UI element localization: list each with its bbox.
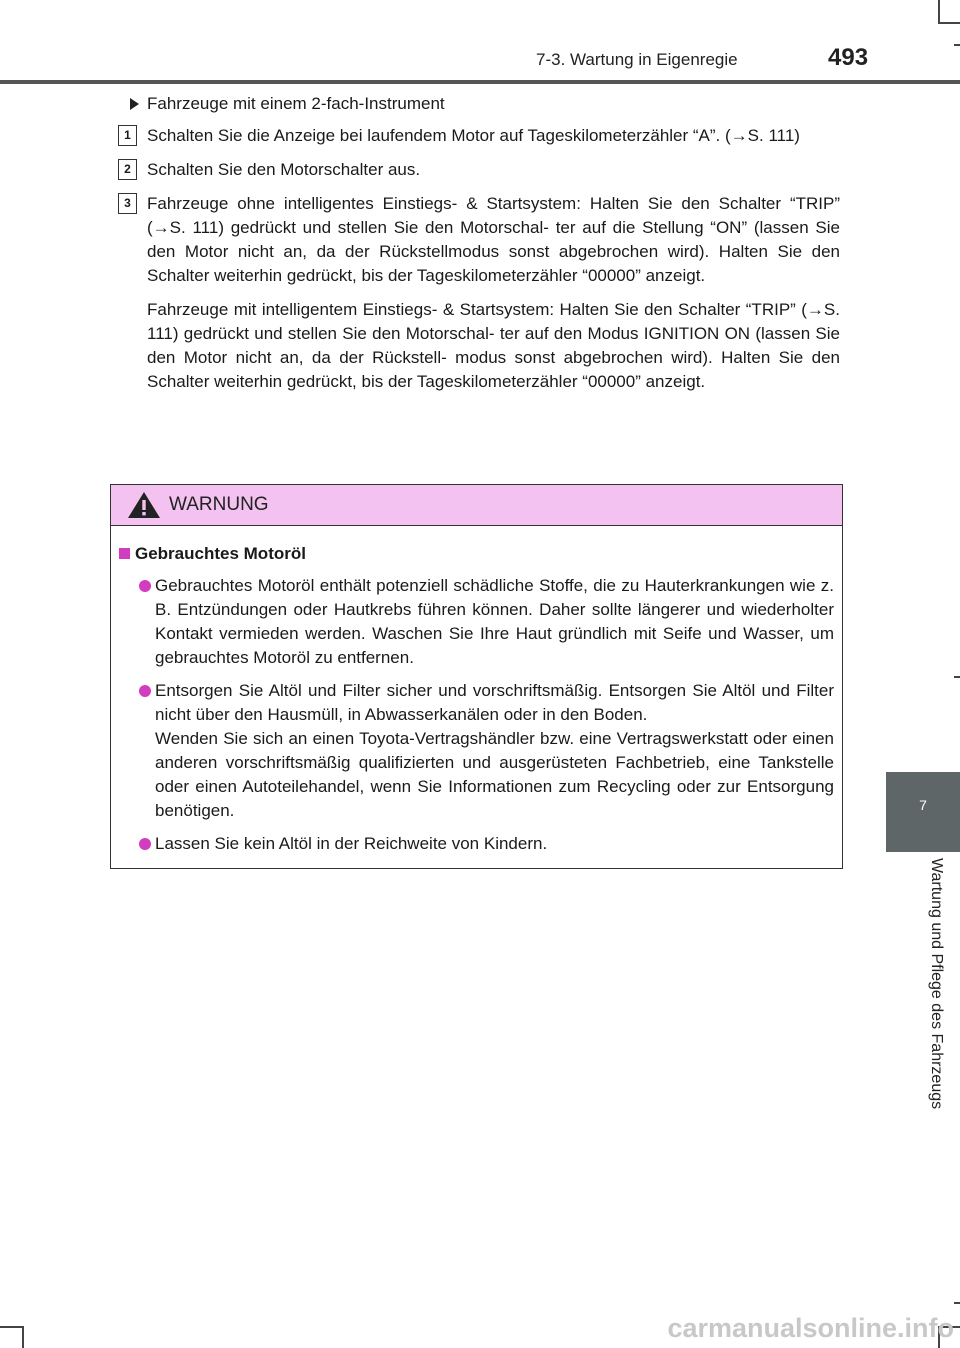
triangle-bullet-icon <box>130 98 139 110</box>
crop-mark <box>22 1326 24 1348</box>
step-number: 3 <box>118 193 137 214</box>
warning-item-text: Wenden Sie sich an einen Toyota-Vertragshändler bzw. eine Vertragswerkstatt oder einen anderen vorschriftsmäßig qualifizierten und ausgerüsteten Fachbetrieb, eine Tankstelle oder einen Autoteilehandel, wenn Sie Informationen zum Recycling oder zur Entsorgung benötigen. <box>155 729 834 820</box>
warning-item <box>119 574 834 670</box>
warning-section-title <box>119 542 834 566</box>
square-bullet-icon <box>119 548 130 559</box>
warning-box <box>110 484 843 869</box>
crop-mark <box>954 44 960 46</box>
warning-triangle-icon <box>127 491 161 519</box>
step-text: Schalten Sie die Anzeige bei laufendem Motor auf Tageskilometerzähler “A”. (→S. 111) <box>147 126 800 145</box>
warning-item <box>119 679 834 823</box>
warning-body <box>111 526 842 856</box>
subheading-text: Fahrzeuge mit einem 2-fach-Instrument <box>147 94 445 113</box>
dot-bullet-icon <box>139 838 151 850</box>
step-text: Fahrzeuge mit intelligentem Einstiegs- & Startsystem: Halten Sie den Schalter “TRIP” (→S. 111) gedrückt und stellen Sie den Motorschal- ter auf den Modus IGNITION ON (lassen Sie den Motor nicht an, da der Rückstell- modus sonst abgebrochen wird). Halten Sie den Schalter weiterhin gedrückt, bis der Tageskilometerzähler “00000” anzeigt. <box>147 300 840 391</box>
crop-mark <box>954 1302 960 1304</box>
step-text: Schalten Sie den Motorschalter aus. <box>147 160 421 179</box>
chapter-title: Wartung und Pflege des Fahrzeugs <box>928 858 945 1110</box>
warning-item-text: Lassen Sie kein Altöl in der Reichweite von Kindern. <box>155 834 548 853</box>
warning-item <box>119 832 834 856</box>
section-title: 7-3. Wartung in Eigenregie <box>536 50 738 69</box>
page-number: 493 <box>828 44 869 71</box>
chapter-tab: 7 <box>886 772 960 852</box>
header-rule <box>0 80 960 84</box>
step-item <box>110 158 840 182</box>
crop-mark <box>954 676 960 678</box>
warning-header <box>111 485 842 526</box>
crop-mark <box>0 1326 22 1328</box>
step-text: Fahrzeuge ohne intelligentes Einstiegs- & Startsystem: Halten Sie den Schalter “TRIP” (→S. 111) gedrückt und stellen Sie den Motorschal- ter auf die Stellung “ON” (lassen Sie den Motor nicht an, da der Rückstellmodus sonst abgebrochen wird). Halten Sie den Schalter weiterhin gedrückt, bis der Tageskilometerzähler “00000” anzeigt. <box>147 194 840 285</box>
step-number: 2 <box>118 159 137 180</box>
subheading <box>110 92 840 116</box>
watermark-site: carmanualsonline.info <box>667 1313 954 1343</box>
dot-bullet-icon <box>139 685 151 697</box>
warning-item-text: Entsorgen Sie Altöl und Filter sicher und vorschriftsmäßig. Entsorgen Sie Altöl und Filter nicht über den Hausmüll, in Abwasserkanälen oder in den Boden. <box>155 681 834 724</box>
warning-title: WARNUNG <box>169 494 269 515</box>
step-item <box>110 124 840 148</box>
dot-bullet-icon <box>139 580 151 592</box>
step-item <box>110 192 840 394</box>
warning-section-text: Gebrauchtes Motoröl <box>135 544 306 563</box>
crop-mark <box>938 22 960 24</box>
main-content <box>110 92 840 404</box>
warning-item-text: Gebrauchtes Motoröl enthält potenziell schädliche Stoffe, die zu Hauterkrankungen wie z. B. Entzündungen oder Hautkrebs führen können. Daher sollte längerer und wiederholter Kontakt vermieden werden. Waschen Sie Ihre Haut gründlich mit Seife und Wasser, um gebrauchtes Motoröl zu entfernen. <box>155 576 834 667</box>
step-number: 1 <box>118 125 137 146</box>
crop-mark <box>938 0 940 22</box>
